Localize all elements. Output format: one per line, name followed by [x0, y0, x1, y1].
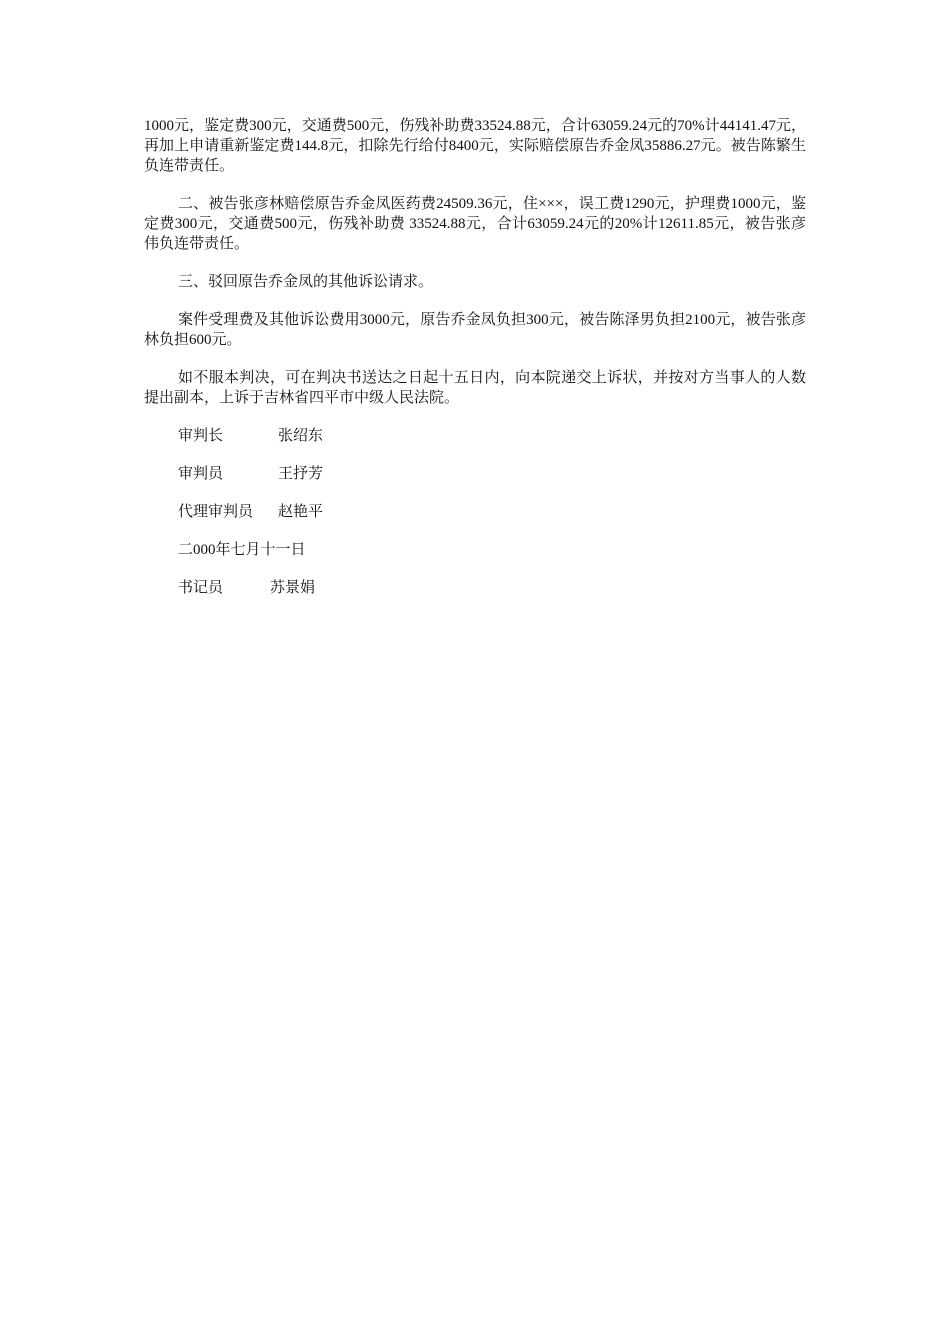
- judgment-date: 二000年七月十一日: [178, 542, 306, 558]
- clerk-name: 苏景娟: [270, 580, 316, 596]
- acting-judge-role: 代理审判员: [178, 504, 254, 520]
- judge-role: 审判员: [178, 466, 224, 482]
- paragraph-ruling-two: 二、被告张彦林赔偿原告乔金凤医药费24509.36元，住×××，误工费1290元，护理费1000元，鉴定费300元，交通费500元，伤残补助费 33524.88元，合计63059.24元的20%计12611.85元，被告张彦伟负连带责任。: [144, 196, 806, 252]
- clerk-role: 书记员: [178, 580, 224, 596]
- chief-judge-name: 张绍东: [278, 428, 324, 444]
- signature-clerk: [178, 578, 806, 598]
- paragraph-continuation: 1000元，鉴定费300元，交通费500元，伤残补助费33524.88元，合计63059.24元的70%计44141.47元，再加上申请重新鉴定费144.8元，扣除先行给付8400元，实际赔偿原告乔金凤35886.27元。被告陈繁生负连带责任。: [144, 118, 806, 174]
- signature-judge: [178, 464, 806, 484]
- signature-acting-judge: [178, 502, 806, 522]
- acting-judge-name: 赵艳平: [278, 504, 324, 520]
- paragraph-ruling-three: 三、驳回原告乔金凤的其他诉讼请求。: [178, 274, 434, 290]
- judge-name: 王抒芳: [278, 466, 324, 482]
- paragraph-appeal-notice: 如不服本判决，可在判决书送达之日起十五日内，向本院递交上诉状，并按对方当事人的人数提出副本，上诉于吉林省四平市中级人民法院。: [144, 370, 806, 406]
- paragraph-litigation-fees: 案件受理费及其他诉讼费用3000元，原告乔金凤负担300元，被告陈泽男负担2100元，被告张彦林负担600元。: [144, 312, 806, 348]
- chief-judge-role: 审判长: [178, 428, 224, 444]
- signature-chief-judge: [178, 426, 806, 446]
- document-body: [144, 116, 806, 616]
